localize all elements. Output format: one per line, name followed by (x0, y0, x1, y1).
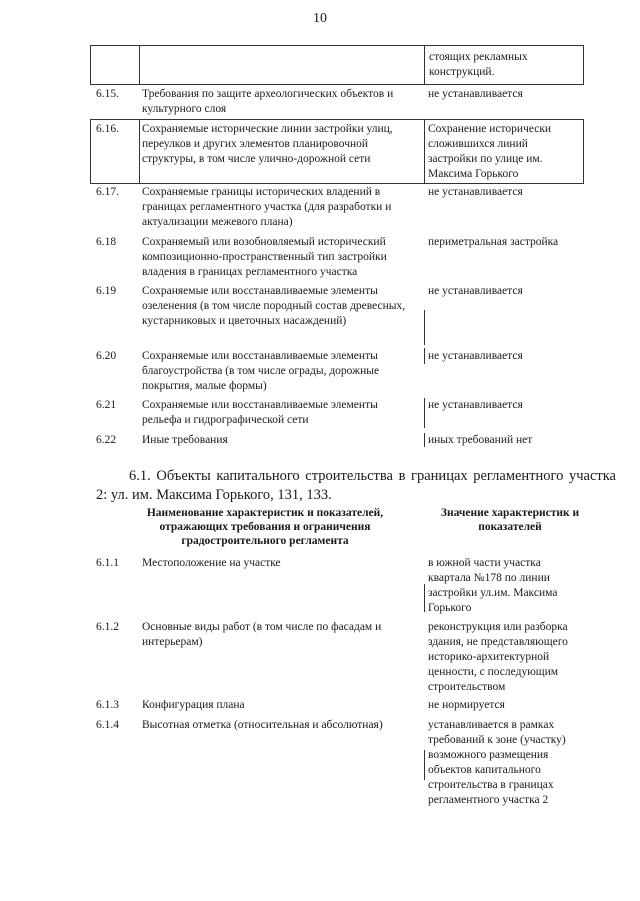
row-value: реконструкция или разборка здания, не представляющего историко-архитектурной ценности, с последующим строительством (428, 621, 568, 693)
row-number: 6.22 (96, 434, 117, 446)
row-number: 6.17. (96, 186, 119, 198)
row-name: Иные требования (142, 434, 228, 446)
row-value: в южной части участка квартала №178 по линии застройки ул.им. Максима Горького (428, 557, 558, 614)
row-value: устанавливается в рамках требований к зоне (участку) возможного размещения объектов капитального строительства в границах регламентного участка 2 (428, 719, 566, 806)
row-name: Сохраняемые исторические линии застройки улиц, переулков и других элементов планировочной структуры, в том числе улично-дорожной сети (142, 123, 393, 165)
row-value: не устанавливается (428, 88, 523, 100)
row-number: 6.21 (96, 399, 117, 411)
table-divider (424, 348, 425, 364)
table-divider (424, 433, 425, 447)
row-name: Сохраняемые или восстанавливаемые элементы рельефа и гидрографической сети (142, 399, 378, 426)
row-name: Основные виды работ (в том числе по фасадам и интерьерам) (142, 621, 382, 648)
table-divider (424, 46, 425, 84)
row-name: Конфигурация плана (142, 699, 245, 711)
row-name: Сохраняемые или восстанавливаемые элементы благоустройства (в том числе ограды, дорожные покрытия, малые формы) (142, 350, 380, 392)
row-number: 6.1.3 (96, 699, 119, 711)
continuation-value: стоящих рекламных конструкций. (429, 51, 528, 78)
row-name: Местоположение на участке (142, 557, 281, 569)
page-number: 10 (313, 11, 327, 26)
table-divider (424, 750, 425, 780)
row-value: Сохранение исторически сложившихся линий застройки по улице им. Максима Горького (428, 123, 552, 180)
row-number: 6.20 (96, 350, 117, 362)
table-divider (139, 120, 140, 183)
row-value: не устанавливается (428, 285, 523, 297)
row-value: не устанавливается (428, 350, 523, 362)
name-column-header: Наименование характеристик и показателей, отражающих требования и ограничения градостроительного регламента (146, 507, 384, 547)
row-number: 6.19 (96, 285, 117, 297)
section-title (96, 467, 616, 505)
row-value: периметральная застройка (428, 236, 559, 248)
row-number: 6.1.4 (96, 719, 119, 731)
row-value: иных требований нет (428, 434, 533, 446)
row-number: 6.1.1 (96, 557, 119, 569)
table-divider (424, 398, 425, 428)
table-divider (424, 584, 425, 612)
row-number: 6.15. (96, 88, 119, 100)
row-name: Сохраняемые или восстанавливаемые элементы озеленения (в том числе породный состав древесных, кустарниковых и цветочных насаждений) (142, 285, 406, 327)
value-column-header: Значение характеристик и показателей (440, 507, 580, 533)
continuation-table (90, 45, 584, 85)
section-title-text: 6.1. Объекты капитального строительства в границах регламентного участка 2: ул. им. Максима Горького, 131, 133. (96, 468, 616, 503)
row-number: 6.1.2 (96, 621, 119, 633)
row-number: 6.16. (96, 123, 119, 135)
row-number: 6.18 (96, 236, 117, 248)
row-name: Сохраняемый или возобновляемый исторический композиционно-пространственный тип застройки владения в границах регламентного участка (142, 236, 387, 278)
table-divider (424, 310, 425, 345)
row-name: Высотная отметка (относительная и абсолютная) (142, 719, 383, 731)
row-value: не устанавливается (428, 186, 523, 198)
table-divider (424, 120, 425, 183)
table-divider (139, 46, 140, 84)
row-name: Сохраняемые границы исторических владений в границах регламентного участка (для разработки и актуализации межевого плана) (142, 186, 392, 228)
row-name: Требования по защите археологических объектов и культурного слоя (142, 88, 394, 115)
row-value: не нормируется (428, 699, 505, 711)
row-value: не устанавливается (428, 399, 523, 411)
